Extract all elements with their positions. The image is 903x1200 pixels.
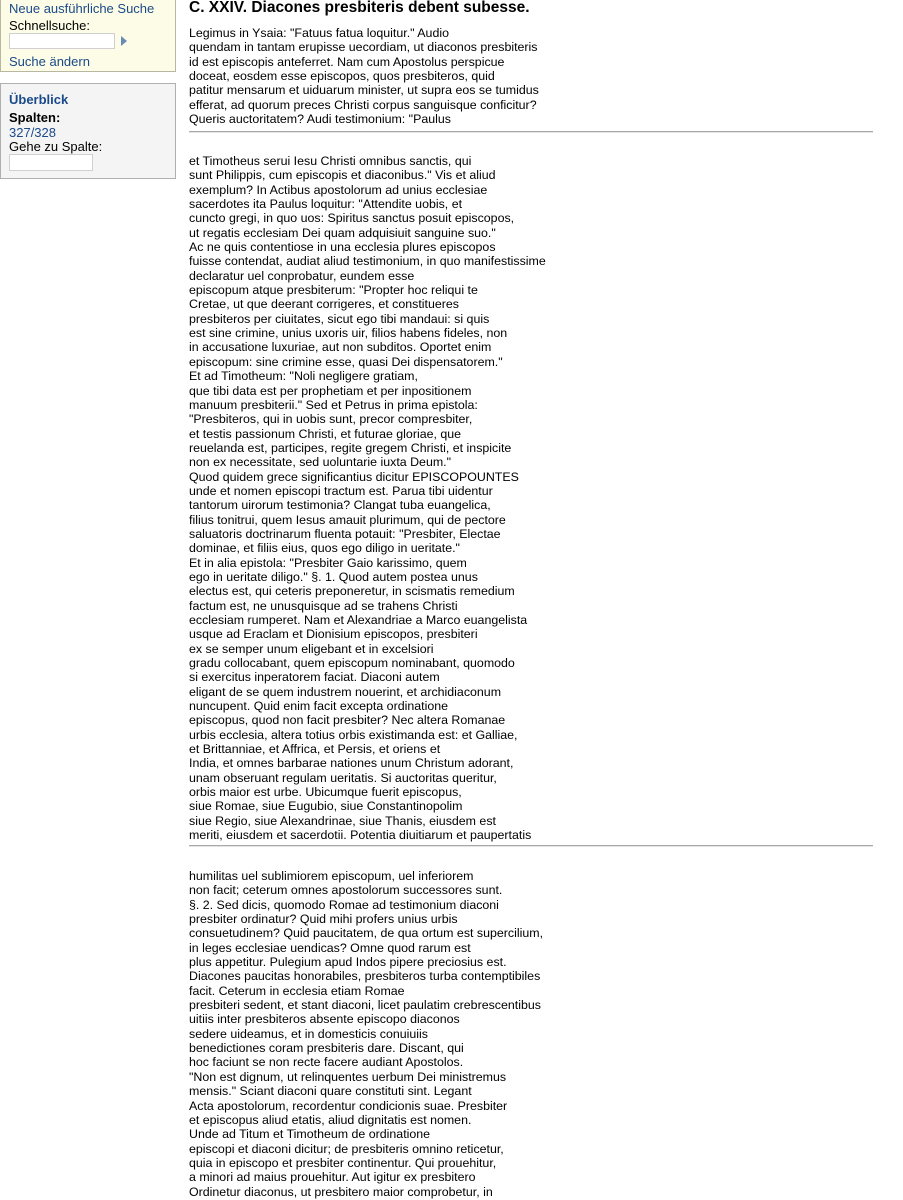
goto-column-label: Gehe zu Spalte: [9,139,103,154]
goto-column-input[interactable] [9,154,93,171]
column-text-1: Legimus in Ysaia: "Fatuus fatua loquitur." Audio quendam in tantam erupisse uecordiam, ut diaconos presbiteris id est episcopis anteferret. Nam cum Apostolus perspicue doceat, eosdem esse episcopos, quos presbiteros, quid patitur mensarum et uiduarum minister, ut supra eos se tumidus efferat, ad quorum preces Christi corpus sanguisque conficitur? Queris auctoritatem? Audi testimonium: "Paulus [189,26,539,127]
change-search-link[interactable]: Suche ändern [9,54,90,69]
column-divider-2 [189,845,873,847]
columns-value: 327/328 [9,125,56,140]
column-text-2: et Timotheus serui Iesu Christi omnibus sanctis, qui sunt Philippis, cum episcopis et diaconibus." Vis et aliud exemplum? In Actibus apostolorum ad unius ecclesiae sacerdotes ita Paulus loquitur: "Attendite uobis, et cuncto gregi, in quo uos: Spiritus sanctus posuit episcopos, ut regatis ecclesiam Dei quam adquisiuit sanguine suo." Ac ne quis contentiose in una ecclesia plures episcopos fuisse contendat, audiat aliud testimonium, in quo manifestissime declaratur uel conprobatur, eundem esse episcopum atque presbiterum: "Propter hoc reliqui te Cretae, ut que deerant corrigeres, et constitueres presbiteros per ciuitates, sicut ego tibi mandaui: si quis est sine crimine, unius uxoris uir, filios habens fideles, non in accusatione luxuriae, aut non subditos. Oportet enim episcopum: sine crimine esse, quasi Dei dispensatorem." Et ad Timotheum: "Noli negligere gratiam, que tibi data est per prophetiam et per inpositionem manuum presbiterii." Sed et Petrus in prima epistola: "Presbiteros, qui in uobis sunt, precor compresbiter, et testis passionum Christi, et futurae gloriae, que reuelanda est, participes, regite gregem Christi, et inspicite non ex necessitate, sed uoluntarie iuxta Deum." Quod quidem grece significantius dicitur EPISCOPOUNTES unde et nomen episcopi tractum est. Parua tibi uidentur tantorum uirorum testimonia? Clangat tuba euangelica, filius tonitrui, quem Iesus amauit plurimum, qui de pectore saluatoris doctrinarum fluenta potauit: "Presbiter, Electae dominae, et filiis eius, quos ego diligo in ueritate." Et in alia epistola: "Presbiter Gaio karissimo, quem ego in ueritate diligo." §. 1. Quod autem postea unus electus est, qui ceteris preponeretur, in scismatis remedium factum est, ne unusquisque ad se trahens Christi ecclesiam rumperet. Nam et Alexandriae a Marco euangelista usque ad Eraclam et Dionisium episcopos, presbiteri ex se semper unum eligebant et in excelsiori gradu collocabant, quem episcopum nominabant, quomodo si exercitus inperatorem faciat. Diaconi autem eligant de se quem industrem nouerint, et archidiaconum nuncupent. Quid enim facit excepta ordinatione episcopus, quod non facit presbiter? Nec altera Romanae urbis ecclesia, altera totius orbis existimanda est: et Galliae, et Brittanniae, et Affrica, et Persis, et oriens et India, et omnes barbarae nationes unum Christum adorant, unam obseruant regulam ueritatis. Si auctoritas queritur, orbis maior est urbe. Ubicumque fuerit episcopus, siue Romae, siue Eugubio, siue Constantinopolim siue Regio, siue Alexandrinae, siue Thanis, eiusdem est meriti, eiusdem et sacerdotii. Potentia diuitiarum et paupertatis [189,154,546,843]
search-panel [0,0,176,72]
column-text-3: humilitas uel sublimiorem episcopum, uel inferiorem non facit; ceterum omnes apostolorum successores sunt. §. 2. Sed dicis, quomodo Romae ad testimonium diaconi presbiter ordinatur? Quid mihi profers unius urbis consuetudinem? Quid paucitatem, de qua ortum est supercilium, in leges ecclesiae uendicas? Omne quod rarum est plus appetitur. Pulegium apud Indos pipere preciosius est. Diacones paucitas honorabiles, presbiteros turba contemptibiles facit. Ceterum in ecclesia etiam Romae presbiteri sedent, et stant diaconi, licet paulatim crebrescentibus uitiis inter presbiteros absente episcopo diaconos sedere uideamus, et in domesticis conuiuiis benedictiones coram presbiteris dare. Discant, qui hoc faciunt se non recte facere audiant Apostolos. "Non est dignum, ut relinquentes uerbum Dei ministremus mensis." Sciant diaconi quare constituti sint. Legant Acta apostolorum, recordentur condicionis suae. Presbiter et episcopus aliud etatis, aliud dignitatis est nomen. Unde ad Titum et Timotheum de ordinatione episcopi et diaconi dicitur; de presbiteris omnino reticetur, quia in episcopo et presbiter continentur. Qui prouehitur, a minori ad maius prouehitur. Aut igitur ex presbitero Ordinetur diaconus, ut presbitero maior comprobetur, in [189,869,544,1199]
new-detailed-search-link[interactable]: Neue ausführliche Suche [9,1,155,16]
overview-panel [0,83,176,179]
quick-search-input[interactable] [9,33,115,49]
quick-search-go-icon[interactable] [121,36,127,46]
column-divider-1 [189,131,873,133]
columns-label: Spalten: [9,110,61,125]
chapter-heading: C. XXIV. Diacones presbiteris debent subesse. [189,0,530,16]
sidebar [0,0,178,154]
quick-search-label: Schnellsuche: [9,18,90,33]
overview-title: Überblick [9,92,69,107]
